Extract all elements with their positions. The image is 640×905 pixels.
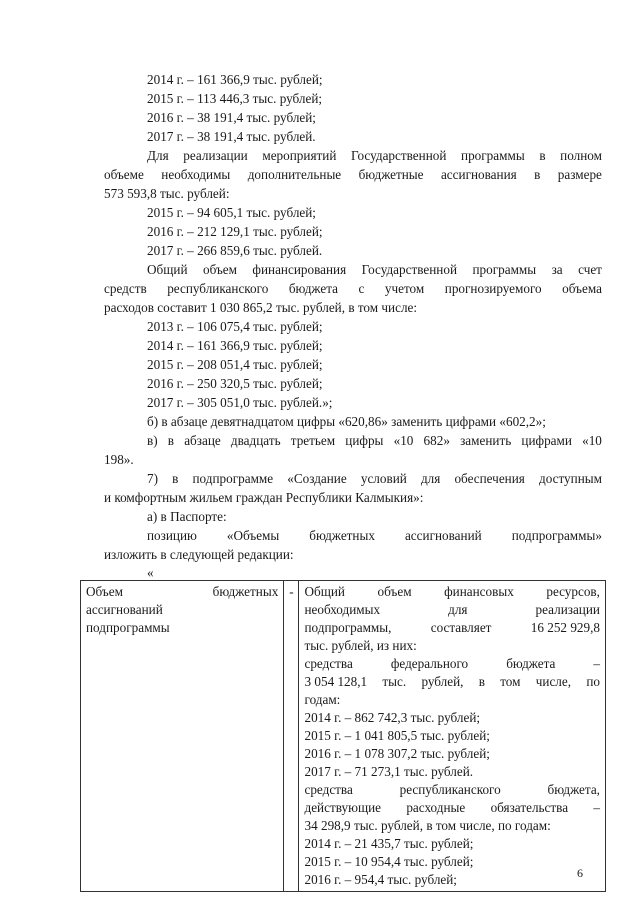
list-item: 2016 г. – 212 129,1 тыс. рублей; bbox=[147, 224, 323, 239]
right-cell-line: подпрограммы, составляет 16 252 929,8 bbox=[304, 620, 600, 635]
left-column-cell bbox=[81, 581, 284, 892]
right-cell-line: 2015 г. – 10 954,4 тыс. рублей; bbox=[304, 854, 474, 869]
right-cell-line: 2016 г. – 1 078 307,2 тыс. рублей; bbox=[304, 746, 490, 761]
left-cell-line: ассигнований bbox=[86, 602, 163, 617]
right-cell-line: 2014 г. – 862 742,3 тыс. рублей; bbox=[304, 710, 481, 725]
dash-cell: - bbox=[284, 581, 299, 892]
list-item: 2017 г. – 266 859,6 тыс. рублей. bbox=[147, 243, 323, 258]
right-cell-line: 2017 г. – 71 273,1 тыс. рублей. bbox=[304, 764, 474, 779]
right-cell-line: 3 054 128,1 тыс. рублей, в том числе, по bbox=[304, 674, 600, 689]
right-column-cell bbox=[299, 581, 606, 892]
right-cell-line: 2014 г. – 21 435,7 тыс. рублей; bbox=[304, 836, 474, 851]
list-item: 2016 г. – 250 320,5 тыс. рублей; bbox=[147, 376, 323, 391]
item-v-line: 198». bbox=[104, 452, 134, 467]
left-cell-line: подпрограммы bbox=[86, 620, 170, 635]
top-list-item: 2016 г. – 38 191,4 тыс. рублей; bbox=[147, 110, 316, 125]
item-7-line: 7) в подпрограмме «Создание условий для обеспечения доступным bbox=[147, 471, 602, 486]
list-item: 2017 г. – 305 051,0 тыс. рублей.»; bbox=[147, 395, 333, 410]
right-cell-line: средства федерального бюджета – bbox=[304, 656, 600, 671]
right-cell-line: Общий объем финансовых ресурсов, bbox=[304, 584, 600, 599]
right-cell-content bbox=[304, 583, 600, 889]
passport-table bbox=[80, 580, 606, 892]
paragraph-line: средств республиканского бюджета с учетом прогнозируемого объема bbox=[104, 281, 602, 296]
right-cell-line: 2016 г. – 954,4 тыс. рублей; bbox=[304, 872, 457, 887]
top-list-item: 2014 г. – 161 366,9 тыс. рублей; bbox=[147, 72, 323, 87]
position-line: изложить в следующей редакции: bbox=[104, 547, 294, 562]
right-cell-line: 34 298,9 тыс. рублей, в том числе, по годам: bbox=[304, 818, 551, 833]
paragraph-line: Общий объем финансирования Государственной программы за счет bbox=[147, 262, 602, 277]
right-cell-line: средства республиканского бюджета, bbox=[304, 782, 600, 797]
item-7-line: и комфортным жильем граждан Республики Калмыкия»: bbox=[104, 490, 424, 505]
top-list-item: 2015 г. – 113 446,3 тыс. рублей; bbox=[147, 91, 323, 106]
list-item: 2015 г. – 208 051,4 тыс. рублей; bbox=[147, 357, 323, 372]
paragraph-line: 573 593,8 тыс. рублей: bbox=[104, 186, 230, 201]
table-row bbox=[81, 581, 606, 892]
item-v-line: в) в абзаце двадцать третьем цифры «10 682» заменить цифрами «10 bbox=[147, 433, 602, 448]
right-cell-line: необходимых для реализации bbox=[304, 602, 600, 617]
top-list-item: 2017 г. – 38 191,4 тыс. рублей. bbox=[147, 129, 316, 144]
paragraph-line: расходов составит 1 030 865,2 тыс. рублей, в том числе: bbox=[104, 300, 418, 315]
left-cell-line: Объем бюджетных bbox=[86, 584, 279, 599]
right-cell-line: годам: bbox=[304, 692, 341, 707]
list-item: 2013 г. – 106 075,4 тыс. рублей; bbox=[147, 319, 323, 334]
page-number: 6 bbox=[577, 866, 583, 880]
right-cell-line: действующие расходные обязательства – bbox=[304, 800, 600, 815]
right-cell-line: 2015 г. – 1 041 805,5 тыс. рублей; bbox=[304, 728, 490, 743]
position-line: позицию «Объемы бюджетных ассигнований подпрограммы» bbox=[147, 528, 602, 543]
paragraph-line: объеме необходимы дополнительные бюджетные ассигнования в размере bbox=[104, 167, 602, 182]
item-b-line: б) в абзаце девятнадцатом цифры «620,86» заменить цифрами «602,2»; bbox=[147, 414, 546, 429]
paragraph-line: Для реализации мероприятий Государственной программы в полном bbox=[147, 148, 602, 163]
list-item: 2015 г. – 94 605,1 тыс. рублей; bbox=[147, 205, 316, 220]
item-a-line: а) в Паспорте: bbox=[147, 509, 227, 524]
open-quote: « bbox=[147, 565, 154, 580]
list-item: 2014 г. – 161 366,9 тыс. рублей; bbox=[147, 338, 323, 353]
right-cell-line: тыс. рублей, из них: bbox=[304, 638, 417, 653]
